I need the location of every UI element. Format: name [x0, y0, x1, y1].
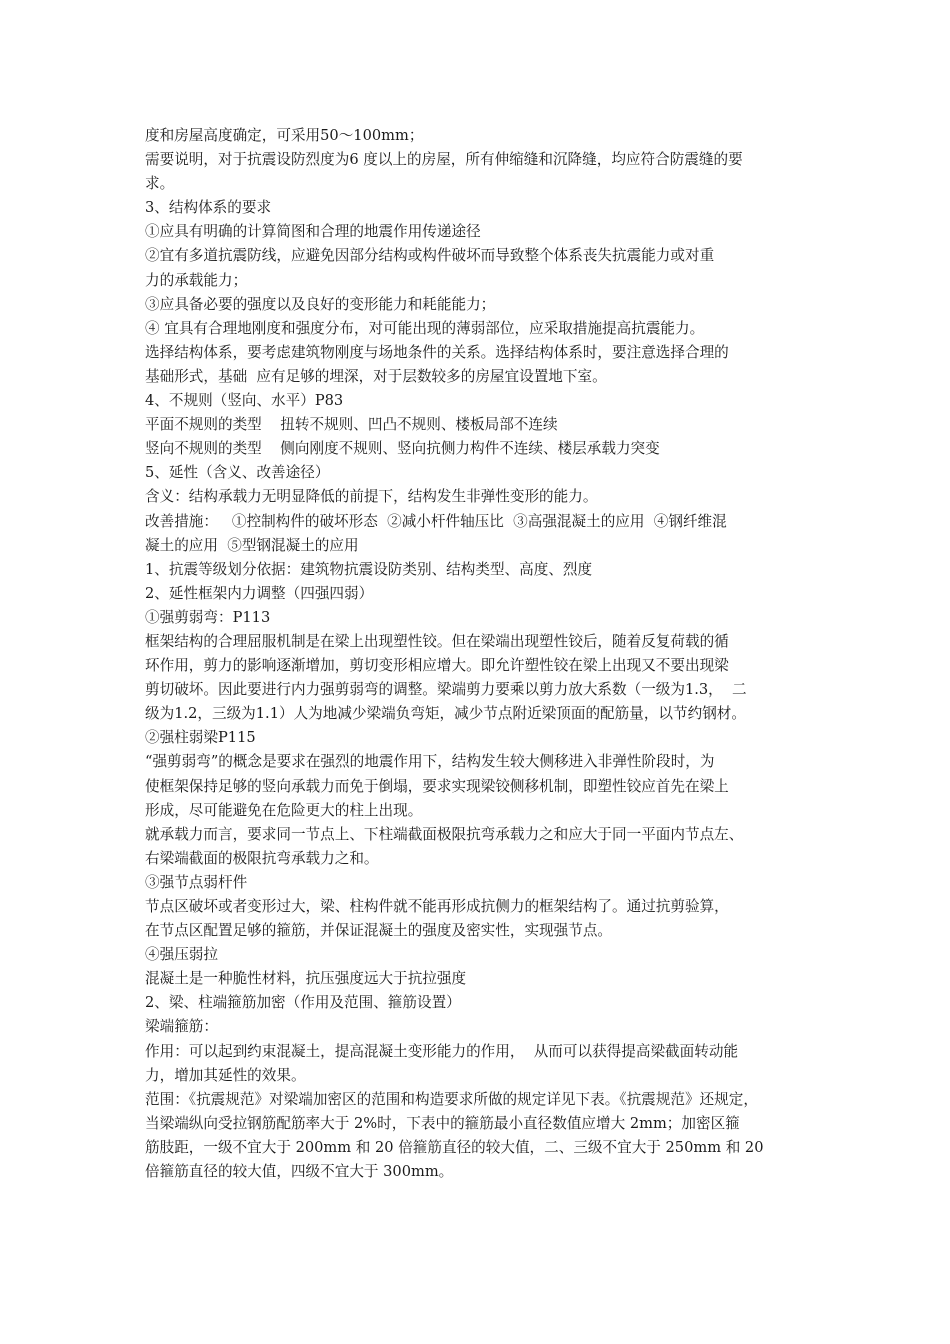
text-line: ③应具备必要的强度以及良好的变形能力和耗能能力； — [145, 295, 496, 313]
text-line: 剪切破坏。因此要进行内力强剪弱弯的调整。梁端剪力要乘以剪力放大系数（一级为1.3， 二 — [145, 681, 747, 699]
text-line: 基础形式，基础 应有足够的埋深，对于层数较多的房屋宜设置地下室。 — [145, 367, 607, 385]
text-line: 5、延性（含义、改善途径） — [145, 464, 330, 482]
text-line: 筋肢距，一级不宜大于 200mm 和 20 倍箍筋直径的较大值，二、三级不宜大于 250mm 和 20 — [145, 1138, 764, 1156]
text-line: 2、梁、柱端箍筋加密（作用及范围、箍筋设置） — [145, 994, 461, 1012]
text-line: 求。 — [145, 175, 175, 193]
text-line: 框架结构的合理屈服机制是在梁上出现塑性铰。但在梁端出现塑性铰后，随着反复荷载的循 — [145, 632, 729, 650]
text-line: ④强压弱拉 — [145, 946, 218, 964]
text-line: 级为1.2，三级为1.1）人为地减少梁端负弯矩，减少节点附近梁顶面的配筋量，以节约钢材。 — [145, 705, 746, 723]
text-line: 需要说明，对于抗震设防烈度为6 度以上的房屋，所有伸缩缝和沉降缝，均应符合防震缝的要 — [145, 151, 743, 169]
text-line: 在节点区配置足够的箍筋，并保证混凝土的强度及密实性，实现强节点。 — [145, 922, 613, 940]
text-line: ②宜有多道抗震防线，应避免因部分结构或构件破坏而导致整个体系丧失抗震能力或对重 — [145, 247, 715, 265]
text-line: 右梁端截面的极限抗弯承载力之和。 — [145, 849, 379, 867]
text-line: 4、不规则（竖向、水平）P83 — [145, 392, 344, 410]
text-line: 力，增加其延性的效果。 — [145, 1066, 306, 1084]
text-line: ④ 宜具有合理地刚度和强度分布，对可能出现的薄弱部位，应采取措施提高抗震能力。 — [145, 319, 705, 337]
text-line: 度和房屋高度确定，可采用50～100mm； — [145, 127, 424, 144]
text-line: 形成，尽可能避免在危险更大的柱上出现。 — [145, 801, 423, 819]
text-line: 倍箍筋直径的较大值，四级不宜大于 300mm。 — [145, 1163, 454, 1181]
text-line: 当梁端纵向受拉钢筋配筋率大于 2%时，下表中的箍筋最小直径数值应增大 2mm；加密区箍 — [145, 1114, 740, 1132]
text-line: 凝土的应用 ⑤型钢混凝土的应用 — [145, 536, 359, 554]
text-line: “强剪弱弯”的概念是要求在强烈的地震作用下，结构发生较大侧移进入非弹性阶段时，为 — [145, 753, 715, 771]
text-line: 梁端箍筋： — [145, 1018, 218, 1036]
text-line: 含义：结构承载力无明显降低的前提下，结构发生非弹性变形的能力。 — [145, 488, 598, 506]
text-line: 力的承载能力； — [145, 271, 248, 289]
text-line: 3、结构体系的要求 — [145, 199, 272, 217]
text-line: 选择结构体系，要考虑建筑物刚度与场地条件的关系。选择结构体系时，要注意选择合理的 — [145, 343, 729, 361]
text-line: 作用：可以起到约束混凝土，提高混凝土变形能力的作用， 从而可以获得提高梁截面转动能 — [145, 1042, 739, 1060]
text-line: 平面不规则的类型 扭转不规则、凹凸不规则、楼板局部不连续 — [145, 416, 558, 434]
document-body — [145, 124, 825, 1184]
text-line: 改善措施： ①控制构件的破坏形态 ②减小杆件轴压比 ③高强混凝土的应用 ④钢纤维混 — [145, 512, 727, 530]
text-line: 就承载力而言，要求同一节点上、下柱端截面极限抗弯承载力之和应大于同一平面内节点左、 — [145, 825, 744, 843]
text-line: ①应具有明确的计算简图和合理的地震作用传递途径 — [145, 223, 481, 241]
text-line: ③强节点弱杆件 — [145, 873, 248, 891]
text-line: 竖向不规则的类型 侧向刚度不规则、竖向抗侧力构件不连续、楼层承载力突变 — [145, 440, 660, 458]
text-line: 使框架保持足够的竖向承载力而免于倒塌，要求实现梁铰侧移机制，即塑性铰应首先在梁上 — [145, 777, 729, 795]
text-line: ①强剪弱弯：P113 — [145, 608, 271, 626]
text-line: 环作用，剪力的影响逐渐增加，剪切变形相应增大。即允许塑性铰在梁上出现又不要出现梁 — [145, 657, 729, 675]
text-line: 1、抗震等级划分依据：建筑物抗震设防类别、结构类型、高度、烈度 — [145, 560, 593, 578]
text-line: ②强柱弱梁P115 — [145, 729, 256, 747]
text-line: 节点区破坏或者变形过大，梁、柱构件就不能再形成抗侧力的框架结构了。通过抗剪验算， — [145, 898, 729, 915]
text-line: 范围：《抗震规范》对梁端加密区的范围和构造要求所做的规定详见下表。《抗震规范》还规定， — [145, 1090, 758, 1108]
text-line: 2、延性框架内力调整（四强四弱） — [145, 584, 374, 602]
text-line: 混凝土是一种脆性材料，抗压强度远大于抗拉强度 — [145, 970, 467, 988]
